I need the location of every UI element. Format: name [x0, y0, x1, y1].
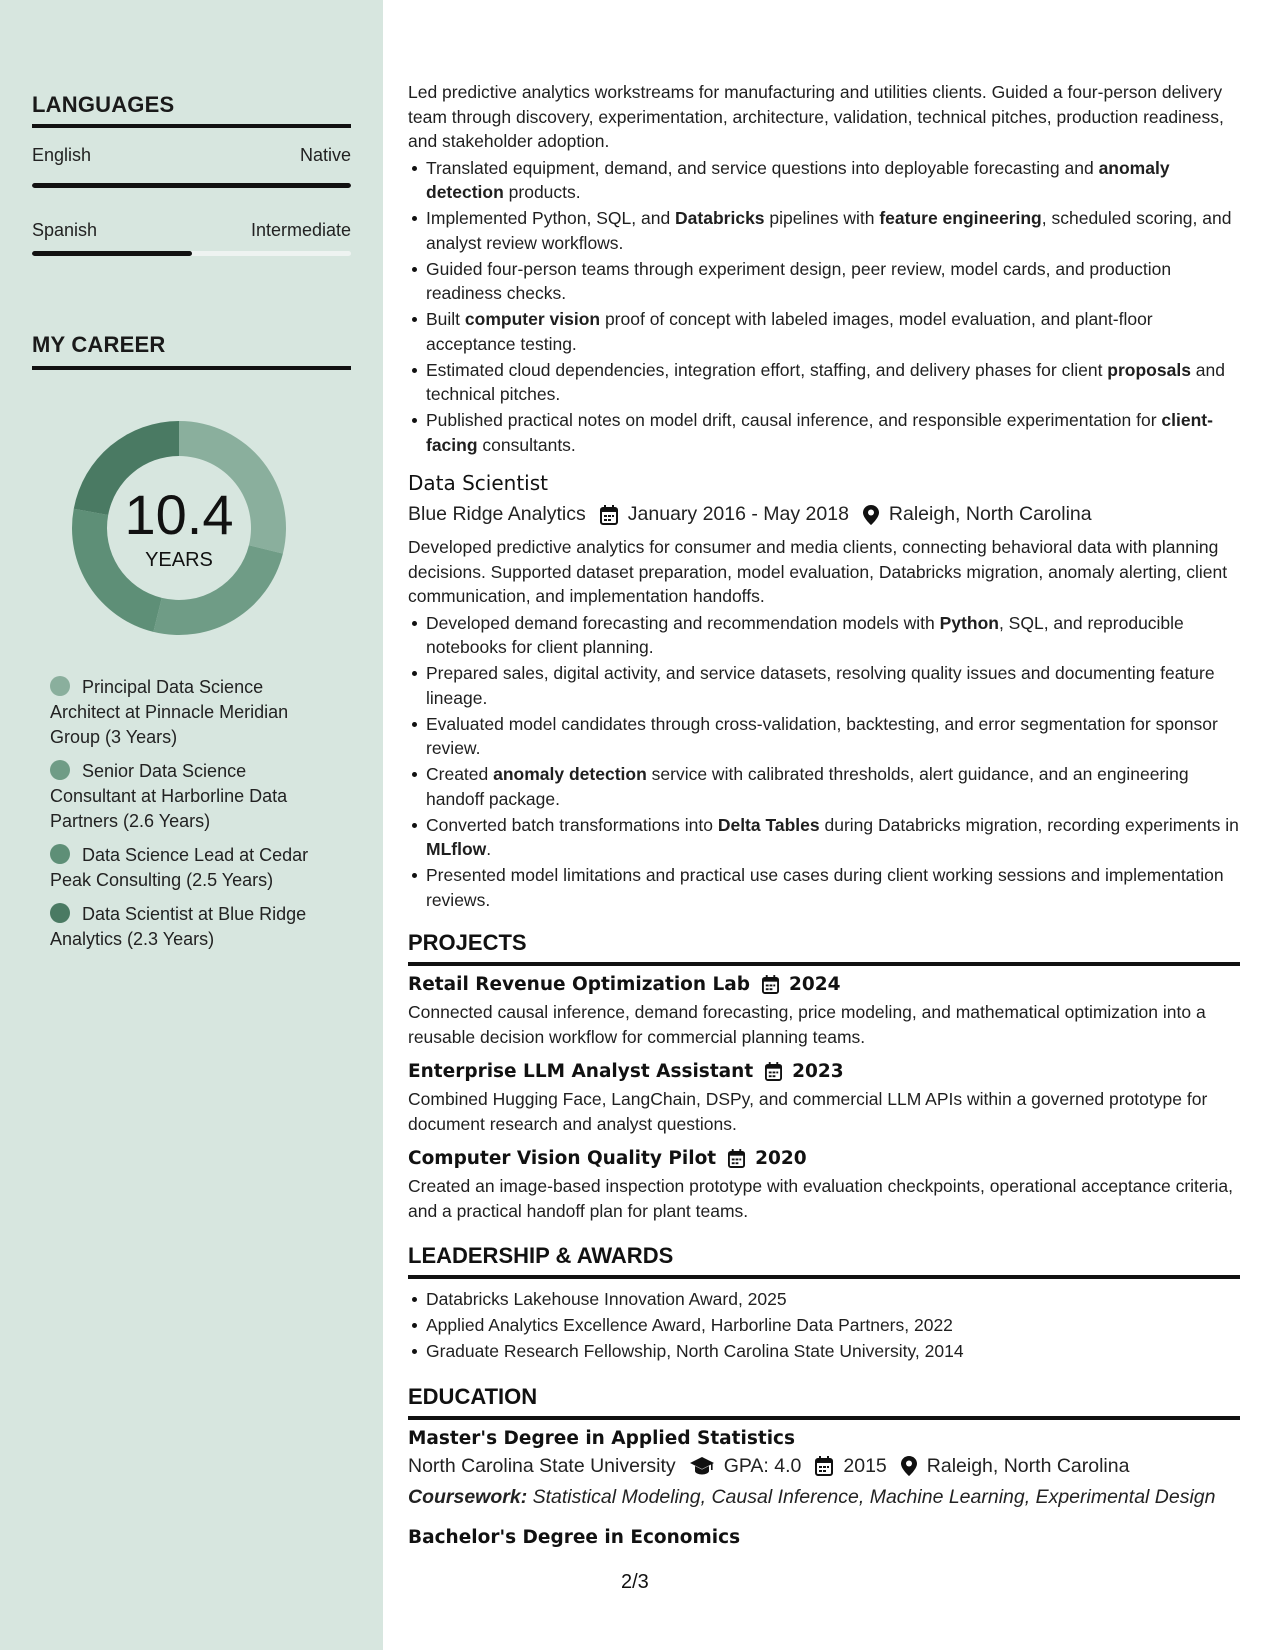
legend-dot: [50, 844, 70, 864]
job-summary: Led predictive analytics workstreams for manufacturing and utilities clients. Guided a four-person delivery team through discovery, experimentation, architecture, validation, technical pitches, production readiness, and stakeholder adoption.: [408, 82, 1224, 151]
career-legend-item: [50, 843, 330, 893]
job-bullets: [408, 156, 1240, 458]
award-item: Databricks Lakehouse Innovation Award, 2025: [408, 1287, 1240, 1312]
job-summary: Developed predictive analytics for consumer and media clients, connecting behavioral data with planning decisions. Supported dataset preparation, model evaluation, Databricks migration, anomaly alerting, client communication, and implementation handoffs.: [408, 537, 1228, 606]
map-pin-icon: [901, 1456, 917, 1476]
education-rule: [408, 1416, 1240, 1420]
degree-title: Bachelor's Degree in Economics: [408, 1526, 741, 1548]
calendar-icon: [728, 1149, 745, 1168]
language-proficiency-fill: [32, 251, 192, 256]
bullet-item: Guided four-person teams through experiment design, peer review, model cards, and production readiness checks.: [408, 257, 1240, 306]
calendar-icon: [600, 505, 618, 525]
project-description: Combined Hugging Face, LangChain, DSPy, and commercial LLM APIs within a governed prototype for document research and analyst questions.: [408, 1089, 1208, 1134]
language-proficiency-bar: [32, 251, 351, 256]
legend-dot: [50, 760, 70, 780]
language-name: English: [32, 145, 92, 165]
coursework-label: Coursework:: [408, 1485, 528, 1508]
graduation-cap-icon: [690, 1457, 714, 1475]
career-total-unit: YEARS: [145, 549, 213, 571]
project-year: 2020: [755, 1148, 807, 1169]
career-legend: [50, 675, 330, 961]
project-description: Created an image-based inspection prototype with evaluation checkpoints, operational acceptance criteria, and a practical handoff plan for plant teams.: [408, 1176, 1233, 1221]
legend-dot: [50, 676, 70, 696]
career-legend-item: [50, 902, 330, 952]
coursework-list: Statistical Modeling, Causal Inference, Machine Learning, Experimental Design: [527, 1485, 1216, 1508]
page-number: 2/3: [621, 1571, 649, 1593]
job-bullets: [408, 611, 1240, 913]
projects-rule: [408, 962, 1240, 966]
languages-heading: LANGUAGES: [32, 92, 175, 117]
awards-heading: LEADERSHIP & AWARDS: [408, 1243, 674, 1268]
projects-heading: PROJECTS: [408, 930, 527, 955]
awards-list: [408, 1287, 1240, 1364]
project-year: 2023: [792, 1061, 844, 1082]
legend-label: Data Scientist at Blue Ridge Analytics (2.3 Years): [50, 904, 307, 949]
project-year: 2024: [789, 974, 841, 995]
bullet-item: Developed demand forecasting and recommendation models with Python, SQL, and reproducible notebooks for client planning.: [408, 611, 1240, 660]
bullet-item: Prepared sales, digital activity, and service datasets, resolving quality issues and documenting feature lineage.: [408, 661, 1240, 710]
bullet-item: Created anomaly detection service with calibrated thresholds, alert guidance, and an engineering handoff package.: [408, 762, 1240, 811]
company-name: Blue Ridge Analytics: [408, 503, 586, 525]
language-name: Spanish: [32, 220, 98, 240]
job-dates: January 2016 - May 2018: [627, 503, 849, 525]
school-name: North Carolina State University: [408, 1454, 676, 1477]
legend-label: Data Science Lead at Cedar Peak Consulting (2.5 Years): [50, 845, 309, 890]
legend-dot: [50, 903, 70, 923]
legend-label: Senior Data Science Consultant at Harborline Data Partners (2.6 Years): [50, 761, 288, 831]
languages-rule: [32, 124, 351, 128]
language-level: Native: [299, 145, 351, 165]
career-heading: MY CAREER: [32, 332, 166, 357]
sidebar: [0, 0, 383, 1650]
calendar-icon: [765, 1062, 782, 1081]
bullet-item: Presented model limitations and practical use cases during client working sessions and implementation reviews.: [408, 863, 1240, 912]
job-meta: [408, 503, 1240, 526]
career-legend-item: [50, 759, 330, 834]
career-rule: [32, 366, 351, 370]
bullet-item: Built computer vision proof of concept with labeled images, model evaluation, and plant-floor acceptance testing.: [408, 307, 1240, 356]
legend-label: Principal Data Science Architect at Pinnacle Meridian Group (3 Years): [50, 677, 289, 747]
experience-continued: [408, 80, 1240, 1548]
career-total-years: 10.4: [124, 483, 234, 546]
language-proficiency-fill: [32, 183, 351, 188]
project-title: Enterprise LLM Analyst Assistant 2023: [408, 1061, 844, 1082]
degree-location: Raleigh, North Carolina: [926, 1454, 1130, 1477]
education-heading: EDUCATION: [408, 1383, 538, 1409]
bullet-item: Published practical notes on model drift, causal inference, and responsible experimentation for client-facing consultants.: [408, 408, 1240, 457]
degree-gpa: GPA: 4.0: [723, 1454, 802, 1477]
bullet-item: Estimated cloud dependencies, integration effort, staffing, and delivery phases for client proposals and technical pitches.: [408, 358, 1240, 407]
bullet-item: Evaluated model candidates through cross-validation, backtesting, and error segmentation for sponsor review.: [408, 712, 1240, 761]
job-location: Raleigh, North Carolina: [888, 503, 1092, 525]
career-donut-chart: [66, 415, 292, 641]
project-title: Retail Revenue Optimization Lab 2024: [408, 974, 841, 995]
bullet-item: Implemented Python, SQL, and Databricks pipelines with feature engineering, scheduled scoring, and analyst review workflows.: [408, 206, 1240, 255]
coursework: [408, 1486, 1240, 1509]
job-title: Data Scientist: [408, 471, 548, 495]
bullet-item: Converted batch transformations into Delta Tables during Databricks migration, recording experiments in MLflow.: [408, 813, 1240, 862]
bullet-item: Translated equipment, demand, and service questions into deployable forecasting and anomaly detection products.: [408, 156, 1240, 205]
award-item: Applied Analytics Excellence Award, Harborline Data Partners, 2022: [408, 1313, 1240, 1338]
degree-title: Master's Degree in Applied Statistics: [408, 1427, 796, 1449]
language-item-spanish: [32, 220, 351, 241]
language-proficiency-bar: [32, 183, 351, 188]
map-pin-icon: [863, 505, 879, 525]
project-description: Connected causal inference, demand forecasting, price modeling, and mathematical optimization into a reusable decision workflow for commercial planning teams.: [408, 1002, 1206, 1047]
award-item: Graduate Research Fellowship, North Carolina State University, 2014: [408, 1339, 1240, 1364]
degree-meta: [408, 1455, 1240, 1478]
language-level: Intermediate: [250, 220, 351, 240]
degree-year: 2015: [843, 1454, 887, 1477]
calendar-icon: [762, 975, 779, 994]
calendar-icon: [815, 1456, 833, 1476]
main-content: [408, 0, 1240, 1650]
language-item-english: [32, 145, 351, 166]
project-title: Computer Vision Quality Pilot 2020: [408, 1148, 807, 1169]
awards-rule: [408, 1275, 1240, 1279]
career-legend-item: [50, 675, 330, 750]
